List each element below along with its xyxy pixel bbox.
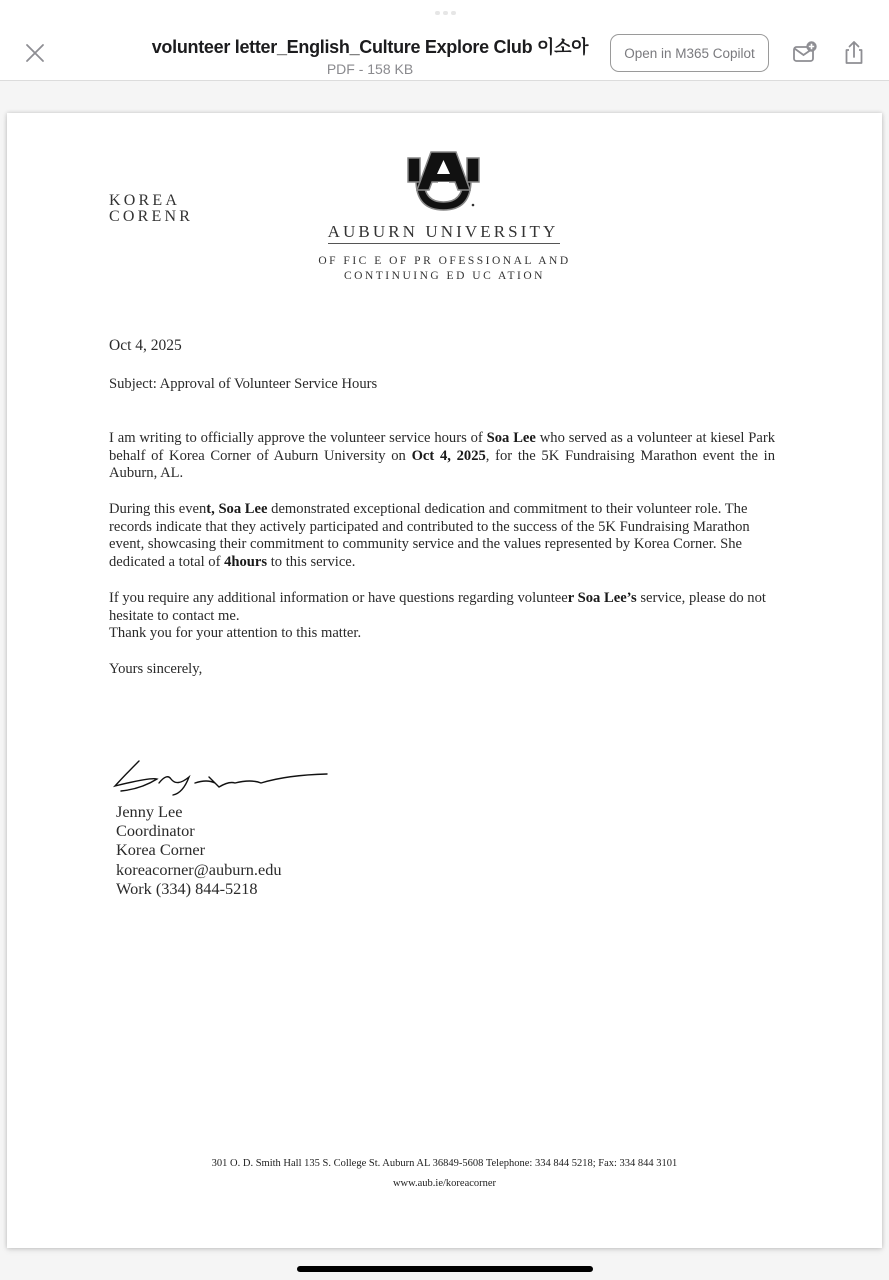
open-in-copilot-button[interactable]: Open in M365 Copilot — [610, 34, 769, 72]
pdf-viewer[interactable] — [0, 82, 889, 1280]
org-line-2: CORENR — [109, 208, 194, 225]
letter-closing: Yours sincerely, — [109, 661, 203, 677]
letterhead-org — [109, 193, 193, 225]
mail-add-icon — [790, 38, 820, 68]
share-icon — [839, 38, 869, 68]
service-hours: 4hours — [224, 554, 268, 571]
signature-block — [116, 802, 282, 898]
letter-paragraph-2: During this event, Soa Lee demonstrated exceptional dedication and commitment to their volunteer role. The records indicate that they actively participated and contributed to the success of the 5K Fundraising Marathon event, showcasing their commitment to community service and the values represented by Korea Corner. She dedicated a total of 4hours to this service. — [109, 501, 750, 571]
signer-name: Jenny Lee — [116, 802, 183, 821]
office-line-2: CONTINUING ED UC ATION — [344, 270, 545, 282]
share-button[interactable] — [839, 38, 869, 68]
close-icon — [20, 38, 50, 68]
signer-email[interactable]: koreacorner@auburn.edu — [116, 859, 282, 879]
signer-title: Coordinator — [116, 821, 195, 841]
home-indicator[interactable] — [297, 1266, 593, 1272]
title-block — [130, 33, 610, 77]
org-line-1: KOREA — [109, 192, 181, 209]
footer-website[interactable]: www.aub.ie/koreacorner — [392, 1178, 497, 1189]
letter-subject: Subject: Approval of Volunteer Service Hours — [109, 376, 378, 392]
sheet-grabber[interactable] — [433, 11, 457, 15]
university-name: AUBURN UNIVERSITY — [327, 222, 559, 241]
office-line-1: OF FIC E OF PR OFESSIONAL AND — [318, 255, 571, 267]
letter-paragraph-1: I am writing to officially approve the volunteer service hours of Soa Lee who served as a volunteer at kiesel Park behalf of Korea Corner of Auburn University on Oct 4, 2025, for the 5K Fundraising Marathon event the in Auburn, AL. — [109, 430, 775, 482]
document-meta: PDF - 158 KB — [326, 61, 414, 77]
letter-paragraph-4: Thank you for your attention to this matter. — [109, 625, 362, 641]
volunteer-name: Soa Lee — [486, 430, 536, 446]
office-name — [307, 254, 582, 284]
document-header — [0, 0, 889, 81]
letterhead-divider — [328, 243, 560, 244]
letter-date: Oct 4, 2025 — [109, 337, 182, 354]
mail-add-button[interactable] — [790, 38, 820, 68]
footer-address: 301 O. D. Smith Hall 135 S. College St. Auburn AL 36849-5608 Telephone: 334 844 5218; Fax: 334 844 3101 — [211, 1158, 678, 1169]
signer-org: Korea Corner — [116, 840, 206, 860]
signer-phone: Work (334) 844-5218 — [116, 878, 258, 898]
document-title: volunteer letter_English_Culture Explore Club 이소아 — [151, 37, 589, 57]
close-button[interactable] — [20, 38, 50, 68]
auburn-logo-icon — [406, 150, 481, 215]
event-date: Oct 4, 2025 — [411, 447, 486, 464]
signature-icon — [111, 753, 331, 798]
pdf-page — [7, 113, 882, 1248]
letter-paragraph-3: If you require any additional information or have questions regarding volunteer Soa Lee’s service, please do not hesitate to contact me. — [109, 590, 766, 624]
